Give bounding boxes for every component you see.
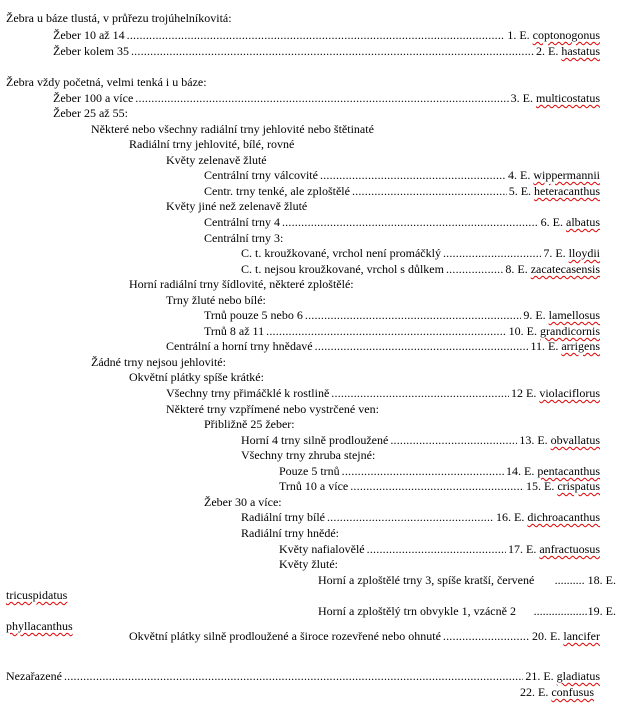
- leader-dots: [443, 628, 530, 644]
- key-text: Centr. trny tenké, ale zploštělé: [204, 184, 350, 198]
- key-line: [0, 121, 634, 137]
- species-ref: [507, 27, 600, 43]
- species-name: violaciflorus: [539, 386, 600, 400]
- key-line: [0, 338, 634, 354]
- key-line: [0, 74, 634, 90]
- species-ref: [523, 307, 600, 323]
- species-ref: [526, 478, 600, 494]
- key-line: [0, 628, 634, 644]
- leader-dots: [390, 432, 517, 448]
- key-line: [0, 105, 634, 121]
- key-line: [0, 494, 634, 510]
- key-line: [0, 230, 634, 246]
- key-line: [0, 27, 634, 43]
- leader-dots: [64, 668, 523, 684]
- key-text: Okvětní plátky silně prodloužené a široce rozevřené nebo ohnuté: [129, 629, 441, 643]
- species-name: lloydii: [568, 246, 600, 260]
- leader-dots: [350, 478, 524, 494]
- leader-dots: [443, 245, 541, 261]
- species-name: hastatus: [561, 44, 600, 58]
- key-line: [0, 276, 634, 292]
- species-number: 3. E.: [510, 91, 533, 105]
- species-ref: [532, 628, 600, 644]
- key-text: Žeber 30 a více:: [204, 495, 282, 509]
- key-line: [0, 167, 634, 183]
- key-text: Radiální trny bílé: [241, 510, 325, 524]
- key-text: Horní radiální trny šídlovité, některé zploštělé:: [129, 277, 354, 291]
- key-line: [0, 478, 634, 494]
- key-line: [0, 369, 634, 385]
- leader-dots: [367, 541, 506, 557]
- key-text: Pouze 5 trnů: [279, 464, 340, 478]
- species-ref: [496, 509, 600, 525]
- key-line: [0, 416, 634, 432]
- key-line: [0, 292, 634, 308]
- key-line: [0, 447, 634, 463]
- key-line: [0, 556, 634, 572]
- key-line: [0, 603, 634, 619]
- species-number: 7. E.: [543, 246, 566, 260]
- species-number: 9. E.: [523, 308, 546, 322]
- key-text: Všechny trny přimáčklé k rostlině: [166, 386, 330, 400]
- species-number: 10. E.: [508, 324, 538, 338]
- key-line: [0, 323, 634, 339]
- key-text: Horní a zploštělý trn obvykle 1, vzácně 2: [318, 604, 516, 618]
- key-text: Trnů pouze 5 nebo 6: [204, 308, 303, 322]
- key-line: [0, 43, 634, 59]
- species-number: 2. E.: [535, 44, 559, 58]
- key-text: Přibližně 25 žeber:: [204, 417, 295, 431]
- key-text: Horní a zploštělé trny 3, spíše kratší, červené: [318, 573, 535, 587]
- species-number: 22. E.: [520, 685, 549, 699]
- key-text: Trnů 8 až 11: [204, 324, 265, 338]
- species-name: heteracanthus: [534, 184, 600, 198]
- key-line: [0, 401, 634, 417]
- key-text: Centrální a horní trny hnědavé: [166, 339, 313, 353]
- key-text: Centrální trny válcovité: [204, 168, 318, 182]
- key-line: [0, 541, 634, 557]
- species-name: obvallatus: [550, 433, 600, 447]
- key-text: Trny žluté nebo bílé:: [166, 293, 266, 307]
- key-line: [0, 668, 634, 684]
- species-name: grandicornis: [540, 324, 600, 338]
- species-number: 4. E.: [508, 168, 531, 182]
- key-line: [0, 463, 634, 479]
- species-number: 14. E.: [506, 464, 535, 478]
- key-line: [0, 198, 634, 214]
- key-text: Trnů 10 a více: [279, 479, 349, 493]
- species-number: 12 E.: [511, 386, 537, 400]
- species-name: tricuspidatus: [6, 588, 68, 602]
- key-line: [0, 509, 634, 525]
- leader-dots: [266, 323, 507, 339]
- key-text: C. t. nejsou kroužkované, vrchol s důlkem: [241, 262, 444, 276]
- leader-dots: [331, 385, 509, 401]
- species-ref: [543, 245, 600, 261]
- species-ref: [525, 668, 600, 684]
- key-text: Nezařazené: [6, 669, 62, 683]
- species-name: lamellosus: [548, 308, 600, 322]
- key-text: Květy žluté:: [279, 557, 338, 571]
- key-line: [0, 152, 634, 168]
- key-text: Žeber 100 a více: [53, 91, 134, 105]
- species-ref: [509, 183, 600, 199]
- species-name: phyllacanthus: [6, 619, 73, 633]
- key-line: [0, 432, 634, 448]
- leader-dots: [131, 43, 534, 59]
- leader-dots: [305, 307, 521, 323]
- species-name: albatus: [566, 215, 600, 229]
- species-number: 5. E.: [508, 184, 532, 198]
- key-line: [0, 261, 634, 277]
- key-text: Radiální trny hnědé:: [241, 526, 339, 540]
- species-number: 11. E.: [530, 339, 559, 353]
- species-name: coptonogonus: [532, 28, 600, 42]
- species-number: 8. E.: [505, 262, 528, 276]
- species-ref: [530, 338, 600, 354]
- species-ref: [506, 463, 600, 479]
- species-name: crispatus: [557, 479, 600, 493]
- leader-dots: [446, 261, 503, 277]
- species-ref: [511, 385, 600, 401]
- species-number: 15. E.: [526, 479, 555, 493]
- species-number: 1. E.: [507, 28, 530, 42]
- species-ref: [541, 214, 600, 230]
- key-text: Květy zelenavě žluté: [166, 153, 267, 167]
- key-text: Žeber 10 až 14: [53, 28, 125, 42]
- species-name: lancifer: [563, 629, 600, 643]
- key-line: [0, 10, 634, 26]
- species-ref: [505, 261, 600, 277]
- species-number: 13. E.: [519, 433, 548, 447]
- key-line: [0, 90, 634, 106]
- leader-dots: [320, 167, 506, 183]
- species-name: multicostatus: [536, 91, 600, 105]
- key-text: Některé nebo všechny radiální trny jehlovité nebo štětinaté: [91, 122, 374, 136]
- key-line: [0, 214, 634, 230]
- key-text: Centrální trny 4: [204, 215, 280, 229]
- key-text: Radiální trny jehlovité, bílé, rovné: [129, 137, 295, 151]
- species-number: 16. E.: [496, 510, 525, 524]
- species-ref: [508, 541, 600, 557]
- leader-dots: [327, 509, 494, 525]
- key-line: [0, 183, 634, 199]
- key-line: [0, 307, 634, 323]
- key-text: Květy nafialovělé: [279, 542, 365, 556]
- key-line: [0, 587, 634, 603]
- species-name: arrigens: [561, 339, 600, 353]
- key-line: [0, 525, 634, 541]
- leader-dots: [127, 27, 506, 43]
- species-number: 21. E.: [525, 669, 554, 683]
- species-name: gladiatus: [556, 669, 600, 683]
- key-text: Okvětní plátky spíše krátké:: [129, 370, 264, 384]
- key-text: Horní 4 trny silně prodloužené: [241, 433, 389, 447]
- key-line: [0, 136, 634, 152]
- key-text: Žeber 25 až 55:: [53, 106, 128, 120]
- species-ref: [519, 432, 600, 448]
- key-line: [0, 354, 634, 370]
- species-ref: [511, 90, 600, 106]
- key-line: [0, 572, 634, 588]
- leader-dots: [282, 214, 539, 230]
- key-text: Žebra vždy početná, velmi tenká i u báze:: [6, 75, 207, 89]
- key-line: [0, 684, 634, 700]
- species-name: zacatecasensis: [530, 262, 600, 276]
- key-text: C. t. kroužkované, vrchol není promáčklý: [241, 246, 441, 260]
- key-text: Všechny trny zhruba stejné:: [241, 448, 376, 462]
- species-name: pentacanthus: [537, 464, 600, 478]
- leader-dots: [352, 183, 507, 199]
- key-text: Květy jiné než zelenavě žluté: [166, 199, 308, 213]
- species-ref: .......... 18. E.: [554, 573, 616, 587]
- species-number: 17. E.: [508, 542, 537, 556]
- key-line: [0, 385, 634, 401]
- key-text: Žeber kolem 35: [53, 44, 129, 58]
- species-number: 20. E.: [532, 629, 561, 643]
- leader-dots: [342, 463, 504, 479]
- key-text: Centrální trny 3:: [204, 231, 284, 245]
- species-name: confusus: [551, 685, 595, 699]
- species-number: 6. E.: [540, 215, 563, 229]
- key-line: [0, 245, 634, 261]
- species-ref: [508, 167, 600, 183]
- leader-dots: [315, 338, 529, 354]
- key-text: Žebra u báze tlustá, v průřezu trojúhelníkovitá:: [6, 11, 232, 25]
- species-ref: [509, 323, 600, 339]
- key-text: Žádné trny nejsou jehlovité:: [91, 355, 226, 369]
- species-name: anfractuosus: [539, 542, 600, 556]
- species-ref: ..................19. E.: [533, 604, 616, 618]
- species-ref: [536, 43, 600, 59]
- leader-dots: [135, 90, 508, 106]
- species-name: wippermannii: [533, 168, 600, 182]
- species-name: dichroacanthus: [527, 510, 600, 524]
- key-text: Některé trny vzpřímené nebo vystrčené ven:: [166, 402, 379, 416]
